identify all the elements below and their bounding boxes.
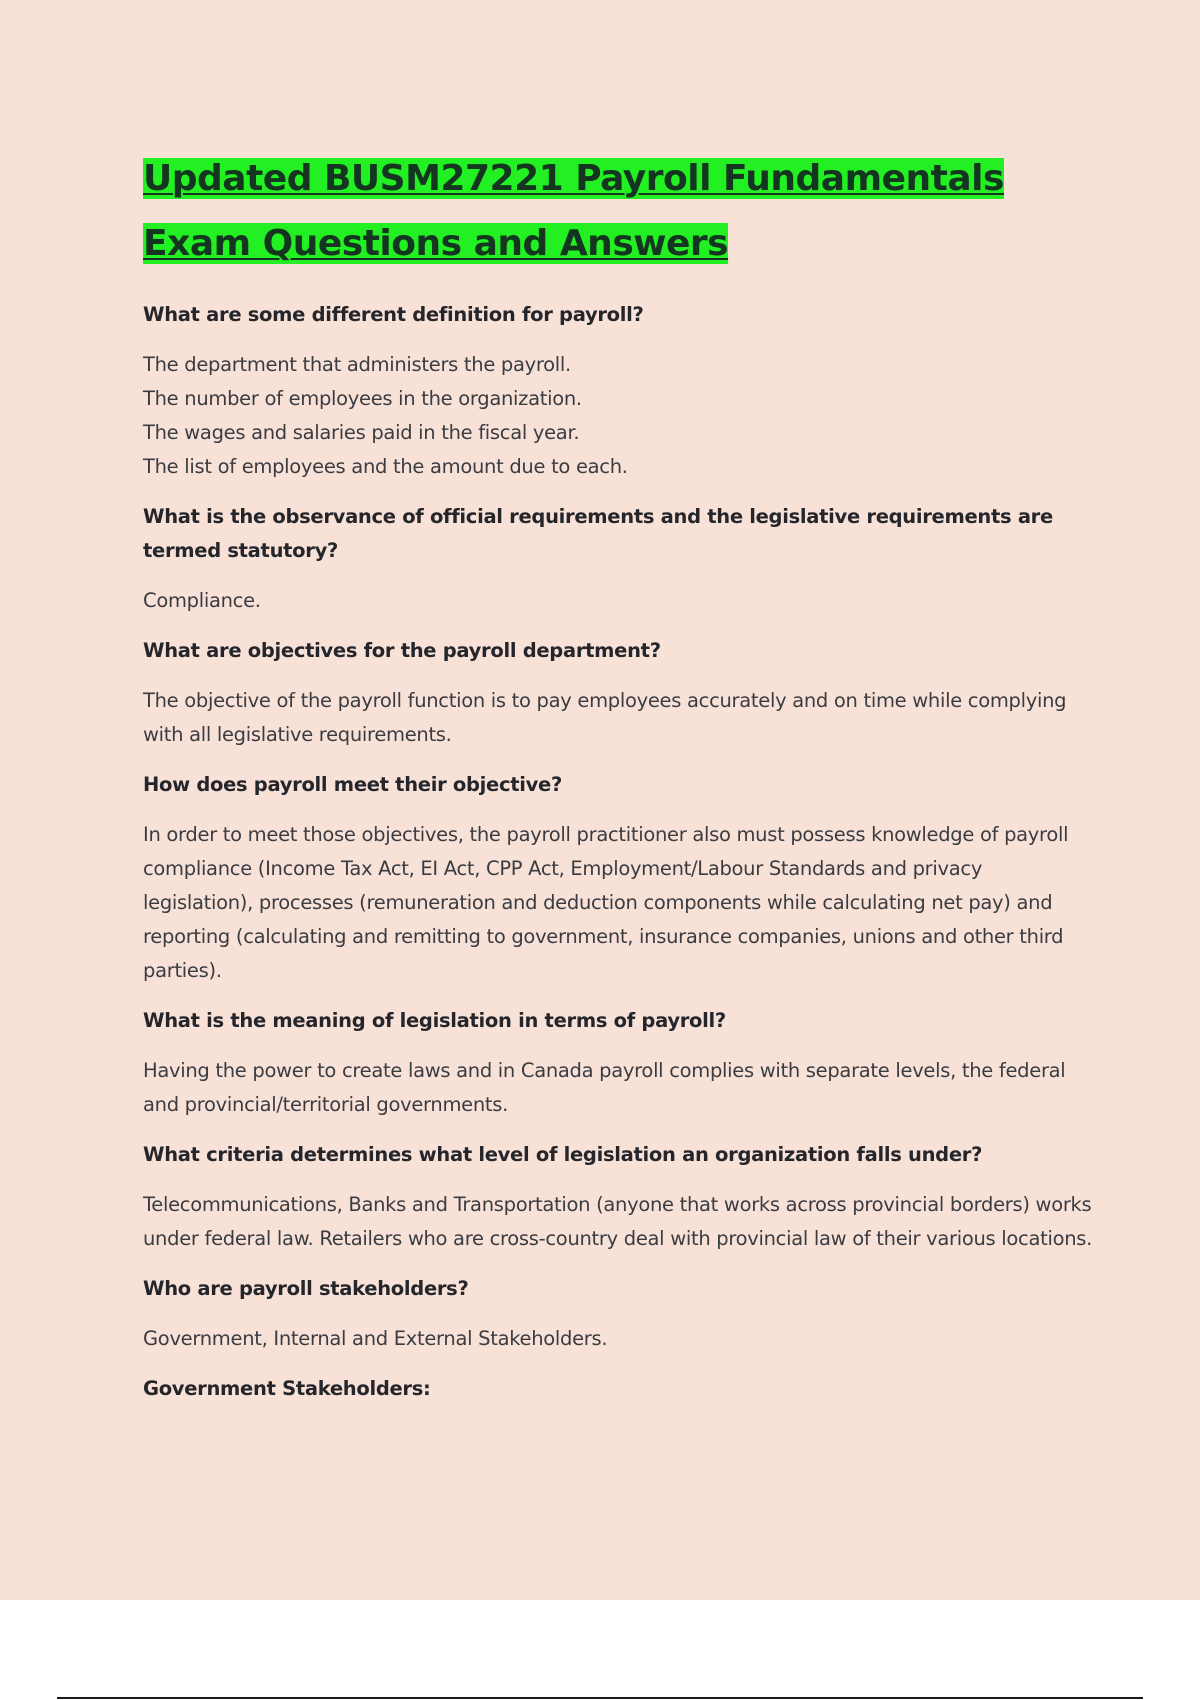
qa-item — [143, 1272, 1093, 1356]
qa-item — [143, 500, 1093, 618]
footer-divider — [57, 1697, 1143, 1699]
document-content — [143, 146, 1093, 1422]
answer-text: Telecommunications, Banks and Transportation (anyone that works across provincial borders) works under federal law. Retailers who are cross-country deal with provincial law of their various locations. — [143, 1193, 1093, 1250]
question-text: How does payroll meet their objective? — [143, 773, 562, 796]
document-title — [143, 146, 1093, 276]
question-text: Who are payroll stakeholders? — [143, 1277, 469, 1300]
document-title-line-2: Exam Questions and Answers — [143, 223, 729, 264]
qa-item — [143, 634, 1093, 752]
qa-item — [143, 768, 1093, 988]
qa-item — [143, 1138, 1093, 1256]
answer-text: Government, Internal and External Stakeholders. — [143, 1327, 608, 1350]
answer-text — [143, 348, 1093, 484]
question-text: What are objectives for the payroll department? — [143, 639, 661, 662]
document-title-line-1: Updated BUSM27221 Payroll Fundamentals — [143, 158, 1004, 199]
question-text: What is the observance of official requirements and the legislative requirements are termed statutory? — [143, 505, 1053, 562]
answer-line: The number of employees in the organization. — [143, 387, 582, 410]
answer-text: Compliance. — [143, 589, 261, 612]
question-text: What are some different definition for payroll? — [143, 303, 644, 326]
question-text: What is the meaning of legislation in terms of payroll? — [143, 1009, 726, 1032]
qa-item — [143, 298, 1093, 484]
answer-line: The department that administers the payroll. — [143, 353, 571, 376]
answer-text: The objective of the payroll function is to pay employees accurately and on time while complying with all legislative requirements. — [143, 689, 1067, 746]
answer-line: The list of employees and the amount due to each. — [143, 455, 628, 478]
qa-item — [143, 1004, 1093, 1122]
answer-text: In order to meet those objectives, the payroll practitioner also must possess knowledge of payroll compliance (Income Tax Act, EI Act, CPP Act, Employment/Labour Standards and privacy legislation), processes (remuneration and deduction components while calculating net pay) and reporting (calculating and remitting to government, insurance companies, unions and other third parties). — [143, 823, 1069, 982]
qa-item — [143, 1372, 1093, 1406]
answer-text: Having the power to create laws and in Canada payroll complies with separate levels, the federal and provincial/territorial governments. — [143, 1059, 1066, 1116]
question-text: Government Stakeholders: — [143, 1377, 431, 1400]
answer-line: The wages and salaries paid in the fiscal year. — [143, 421, 580, 444]
question-text: What criteria determines what level of legislation an organization falls under? — [143, 1143, 983, 1166]
